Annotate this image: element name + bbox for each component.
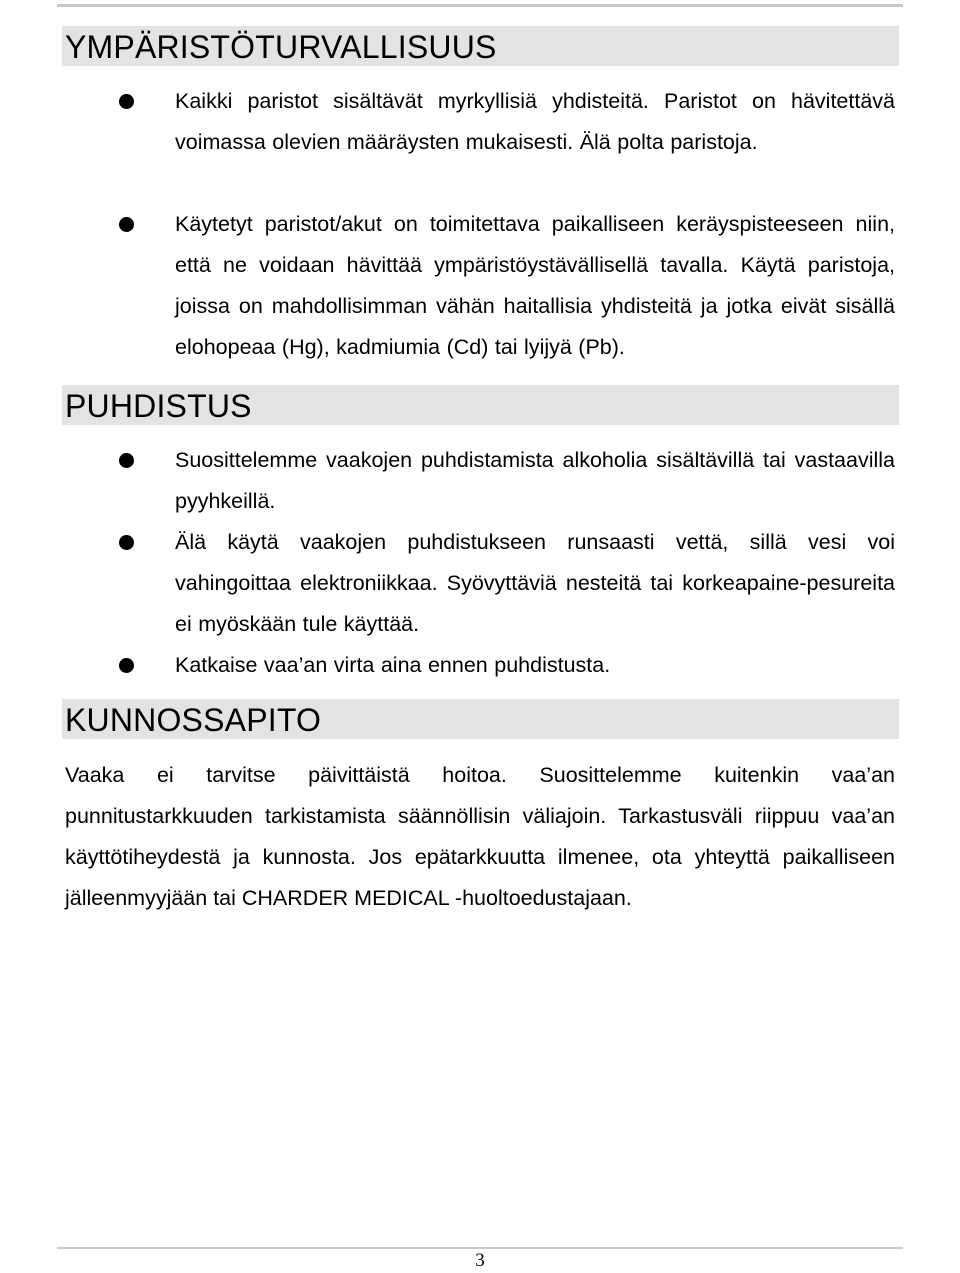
section-heading-cleaning: PUHDISTUS	[62, 385, 899, 425]
bullet-icon	[119, 658, 134, 673]
section-heading-maintenance: KUNNOSSAPITO	[62, 699, 899, 739]
list-item	[175, 645, 895, 686]
bullet-icon	[119, 94, 134, 109]
list-item-text: Käytetyt paristot/akut on toimitettava paikalliseen keräyspisteeseen niin, että ne voidaan hävittää ympäristöystävällisellä tavalla. Käytä paristoja, joissa on mahdollisimman vähän haitallisia yhdisteitä ja jotka eivät sisällä elohopeaa (Hg), kadmiumia (Cd) tai lyijyä (Pb).	[175, 212, 895, 359]
section-heading-environment: YMPÄRISTÖTURVALLISUUS	[62, 26, 899, 66]
top-rule	[57, 4, 903, 7]
maintenance-paragraph: Vaaka ei tarvitse päivittäistä hoitoa. Suosittelemme kuitenkin vaa’an punnitustarkkuuden tarkistamista säännöllisin väliajoin. Tarkastusväli riippuu vaa’an käyttötiheydestä ja kunnosta. Jos epätarkkuutta ilmenee, ota yhteyttä paikalliseen jälleenmyyjään tai CHARDER MEDICAL -huoltoedustajaan.	[65, 763, 895, 910]
bullet-icon	[119, 453, 134, 468]
list-item-text: Älä käytä vaakojen puhdistukseen runsaasti vettä, sillä vesi voi vahingoittaa elektroniikkaa. Syövyttäviä nesteitä tai korkeapaine-pesureita ei myöskään tule käyttää.	[175, 530, 895, 636]
list-item	[175, 522, 895, 645]
bullet-icon	[119, 535, 134, 550]
list-item	[175, 204, 895, 368]
list-item-text: Kaikki paristot sisältävät myrkyllisiä yhdisteitä. Paristot on hävitettävä voimassa olevien määräysten mukaisesti. Älä polta paristoja.	[175, 89, 895, 154]
list-item	[175, 81, 895, 163]
list-item-text: Katkaise vaa’an virta aina ennen puhdistusta.	[175, 653, 611, 677]
bullet-icon	[119, 217, 134, 232]
page-number: 3	[475, 1250, 485, 1271]
list-item-text: Suosittelemme vaakojen puhdistamista alkoholia sisältävillä tai vastaavilla pyyhkeillä.	[175, 448, 895, 513]
list-item	[175, 440, 895, 522]
